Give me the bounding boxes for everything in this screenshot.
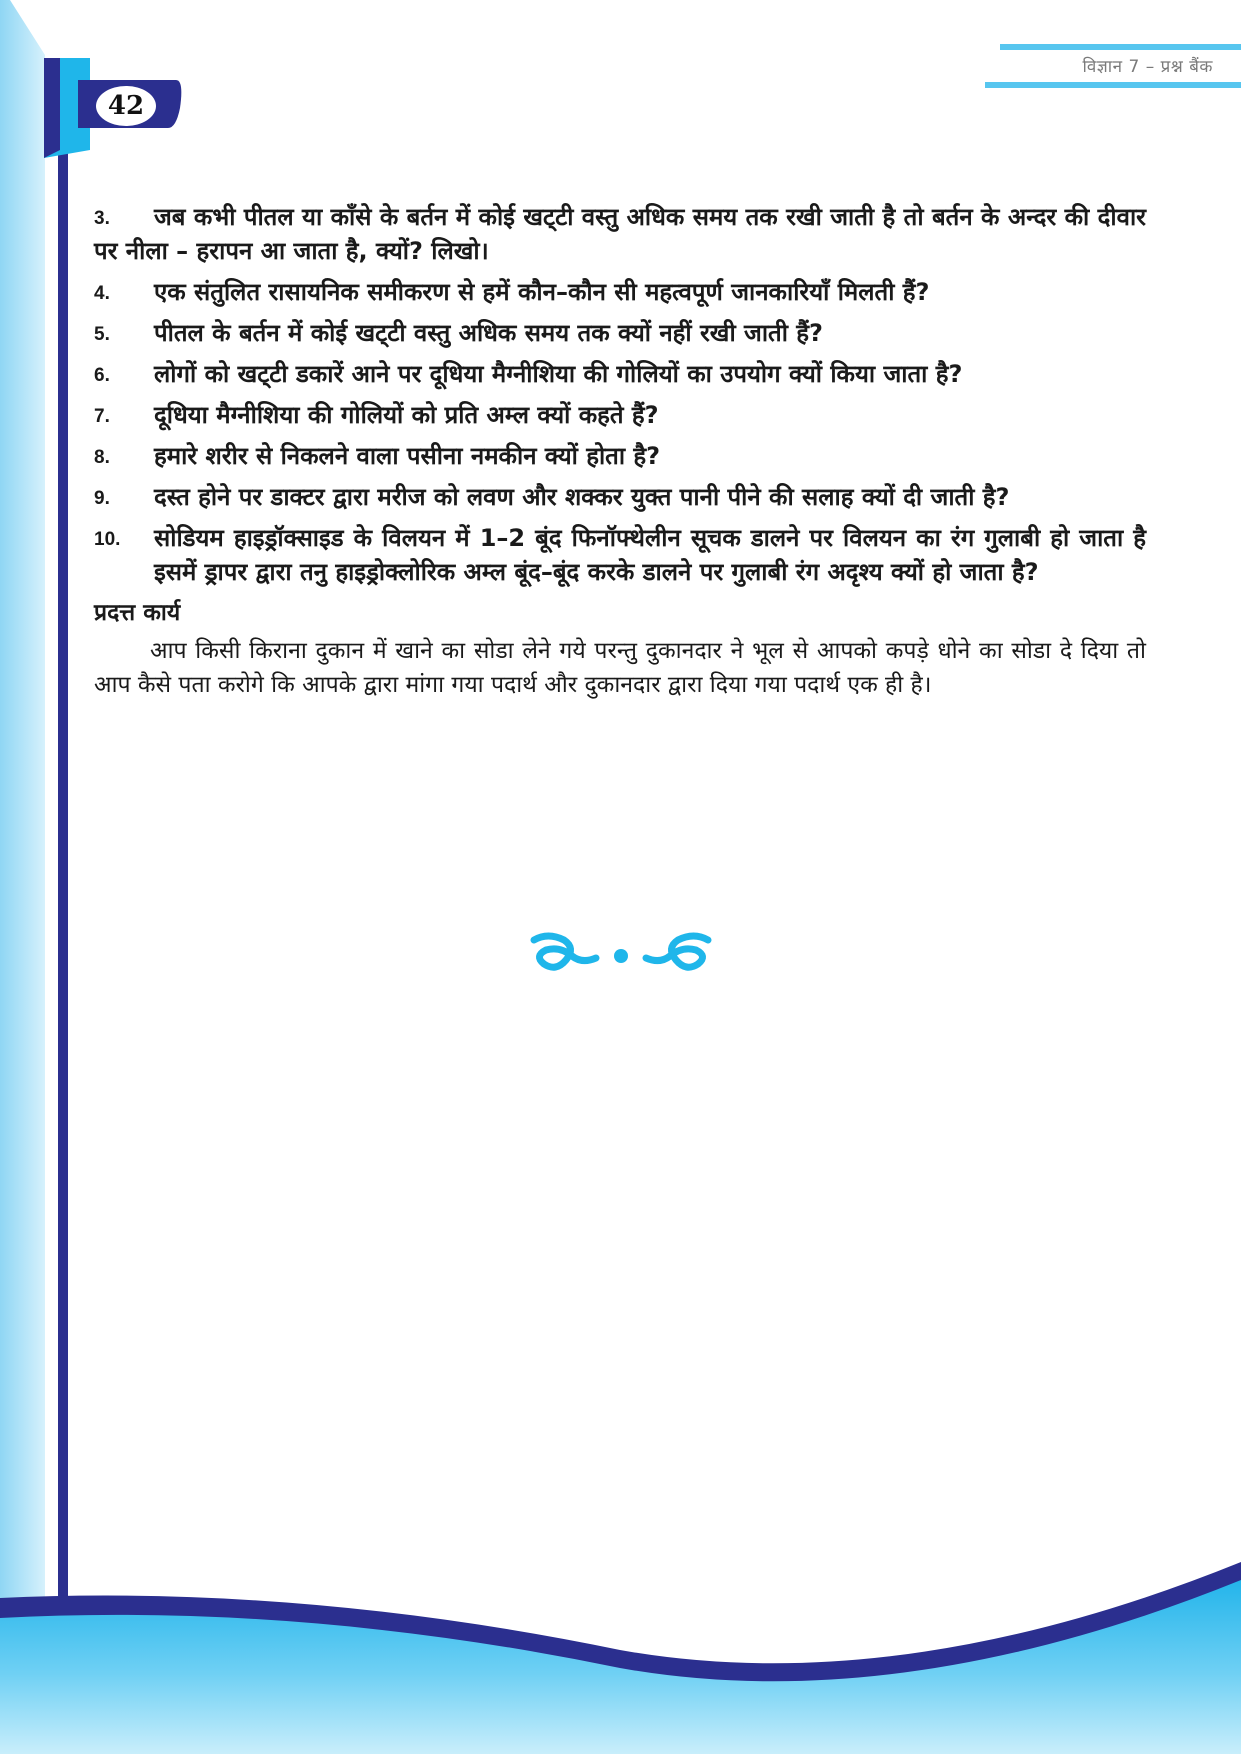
- left-side-strip: [0, 0, 45, 1600]
- question-number: 5.: [94, 324, 110, 345]
- question-10: [94, 521, 1146, 589]
- question-number: 9.: [94, 488, 110, 509]
- question-text: पीतल के बर्तन में कोई खट्‌टी वस्तु अधिक समय तक क्यों नहीं रखी जाती हैं?: [154, 319, 823, 347]
- header-title: विज्ञान 7 – प्रश्न बैंक: [1082, 57, 1213, 77]
- question-text: सोडियम हाइड्रॉक्साइड के विलयन में 1–2 बूंद फिनॉफ्थेलीन सूचक डालने पर विलयन का रंग गुलाबी हो जाता है इसमें ड्रापर द्वारा तनु हाइड्रोक्लोरिक अम्ल बूंद–बूंद करके डालने पर गुलाबी रंग अदृश्य क्यों हो जाता है?: [154, 524, 1146, 586]
- question-4: [94, 275, 1146, 309]
- question-number: 3.: [94, 208, 110, 229]
- question-text: लोगों को खट्‌टी डकारें आने पर दूधिया मैग्नीशिया की गोलियों का उपयोग क्यों किया जाता है?: [154, 360, 963, 388]
- question-text: दस्त होने पर डाक्टर द्वारा मरीज को लवण और शक्कर युक्त पानी पीने की सलाह क्यों दी जाती है?: [154, 483, 1010, 511]
- question-9: [94, 480, 1146, 514]
- vertical-pole: [58, 60, 68, 1620]
- activity-title: प्रदत्त कार्य: [94, 600, 181, 626]
- question-8: [94, 439, 1146, 473]
- question-7: [94, 398, 1146, 432]
- question-number: 4.: [94, 283, 110, 304]
- header-line-top: [1000, 44, 1241, 50]
- decorative-ornament-icon: [526, 928, 716, 978]
- question-number: 7.: [94, 406, 110, 427]
- question-text: जब कभी पीतल या काँसे के बर्तन में कोई खट्‌टी वस्तु अधिक समय तक रखी जाती है तो बर्तन के अन्दर की दीवार पर नीला – हरापन आ जाता है, क्यों? लिखो।: [94, 203, 1146, 265]
- flag-dark: [44, 58, 60, 158]
- question-6: [94, 357, 1146, 391]
- question-text: दूधिया मैग्नीशिया की गोलियों को प्रति अम्ल क्यों कहते हैं?: [154, 401, 659, 429]
- header-line-bottom: [985, 82, 1241, 88]
- question-number: 8.: [94, 447, 110, 468]
- activity-text: आप किसी किराना दुकान में खाने का सोडा लेने गये परन्तु दुकानदार ने भूल से आपको कपड़े धोने का सोडा दे दिया तो आप कैसे पता करोगे कि आपके द्वारा मांगा गया पदार्थ और दुकानदार द्वारा दिया गया पदार्थ एक ही है।: [94, 638, 1146, 698]
- question-text: एक संतुलित रासायनिक समीकरण से हमें कौन–कौन सी महत्वपूर्ण जानकारियाँ मिलती हैं?: [154, 278, 930, 306]
- question-number: 6.: [94, 365, 110, 386]
- page-number: 42: [96, 86, 156, 126]
- question-3: [94, 200, 1146, 268]
- page-content: [94, 200, 1146, 702]
- question-5: [94, 316, 1146, 350]
- question-number: 10.: [94, 529, 121, 550]
- question-text: हमारे शरीर से निकलने वाला पसीना नमकीन क्यों होता है?: [154, 442, 661, 470]
